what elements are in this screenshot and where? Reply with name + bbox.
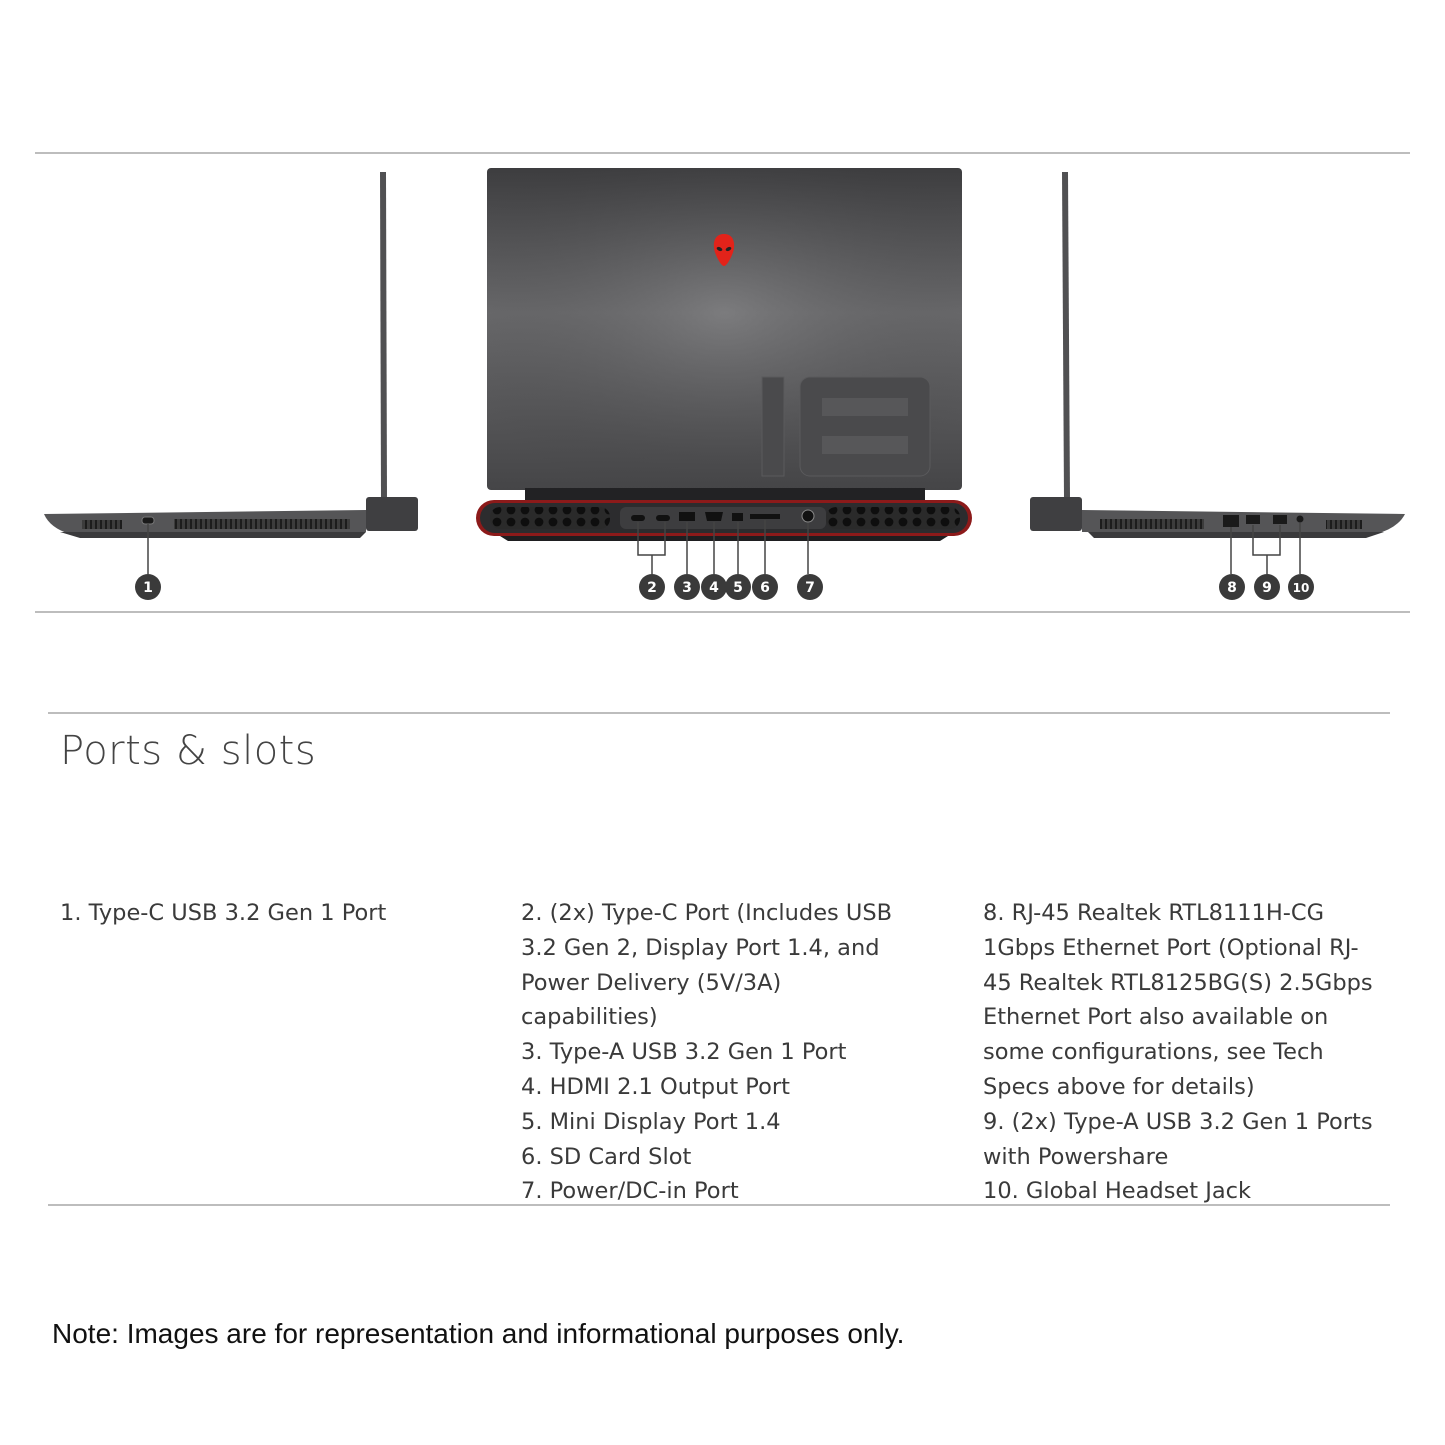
ports-column-1 bbox=[60, 896, 465, 931]
port-item: 10. Global Headset Jack bbox=[983, 1178, 1252, 1205]
port-item: 1. Type-C USB 3.2 Gen 1 Port bbox=[60, 900, 387, 926]
ports-column-3 bbox=[983, 896, 1387, 1209]
callout-2 bbox=[639, 574, 665, 600]
disclaimer-note: Note: Images are for representation and informational purposes only. bbox=[52, 1318, 905, 1349]
ports-column-2 bbox=[521, 896, 921, 1209]
laptop-ports-figure bbox=[0, 0, 1445, 640]
rear-view bbox=[476, 168, 972, 541]
port-item: 3. Type-A USB 3.2 Gen 1 Port bbox=[521, 1039, 847, 1066]
port-item: 8. RJ-45 Realtek RTL8111H-CG 1Gbps Ethernet Port (Optional RJ-45 Realtek RTL8125BG(S) 2.5Gbps Ethernet Port also available on some configurations, see Tech Specs above for details) bbox=[983, 900, 1373, 1100]
port-item: 4. HDMI 2.1 Output Port bbox=[521, 1073, 790, 1100]
port-item: 2. (2x) Type-C Port (Includes USB 3.2 Gen 2, Display Port 1.4, and Power Delivery (5V/3A) capabilities) bbox=[521, 900, 893, 1031]
callout-3 bbox=[674, 574, 700, 600]
callout-8 bbox=[1219, 574, 1245, 600]
svg-text:7: 7 bbox=[805, 580, 815, 596]
svg-text:8: 8 bbox=[1227, 580, 1237, 596]
svg-text:5: 5 bbox=[733, 580, 743, 596]
svg-text:3: 3 bbox=[682, 580, 692, 596]
svg-text:9: 9 bbox=[1262, 580, 1272, 596]
port-item: 9. (2x) Type-A USB 3.2 Gen 1 Ports with Powershare bbox=[983, 1108, 1373, 1170]
section-bottom-divider bbox=[48, 1204, 1390, 1206]
left-side-view bbox=[44, 172, 418, 538]
callout-9 bbox=[1254, 574, 1280, 600]
callout-6 bbox=[752, 574, 778, 600]
callout-7 bbox=[797, 574, 823, 600]
callout-10 bbox=[1288, 574, 1314, 600]
svg-text:6: 6 bbox=[760, 580, 770, 596]
port-item: 6. SD Card Slot bbox=[521, 1143, 692, 1170]
svg-text:10: 10 bbox=[1292, 581, 1310, 595]
right-side-view bbox=[1030, 172, 1405, 538]
callout-5 bbox=[725, 574, 751, 600]
port-item: 5. Mini Display Port 1.4 bbox=[521, 1108, 781, 1135]
section-title: Ports & slots bbox=[60, 728, 317, 774]
section-top-divider bbox=[48, 712, 1390, 714]
callout-4 bbox=[701, 574, 727, 600]
svg-text:1: 1 bbox=[143, 580, 153, 596]
callout-1 bbox=[135, 574, 161, 600]
svg-text:4: 4 bbox=[709, 580, 719, 596]
port-item: 7. Power/DC-in Port bbox=[521, 1178, 739, 1205]
svg-text:2: 2 bbox=[647, 580, 657, 596]
